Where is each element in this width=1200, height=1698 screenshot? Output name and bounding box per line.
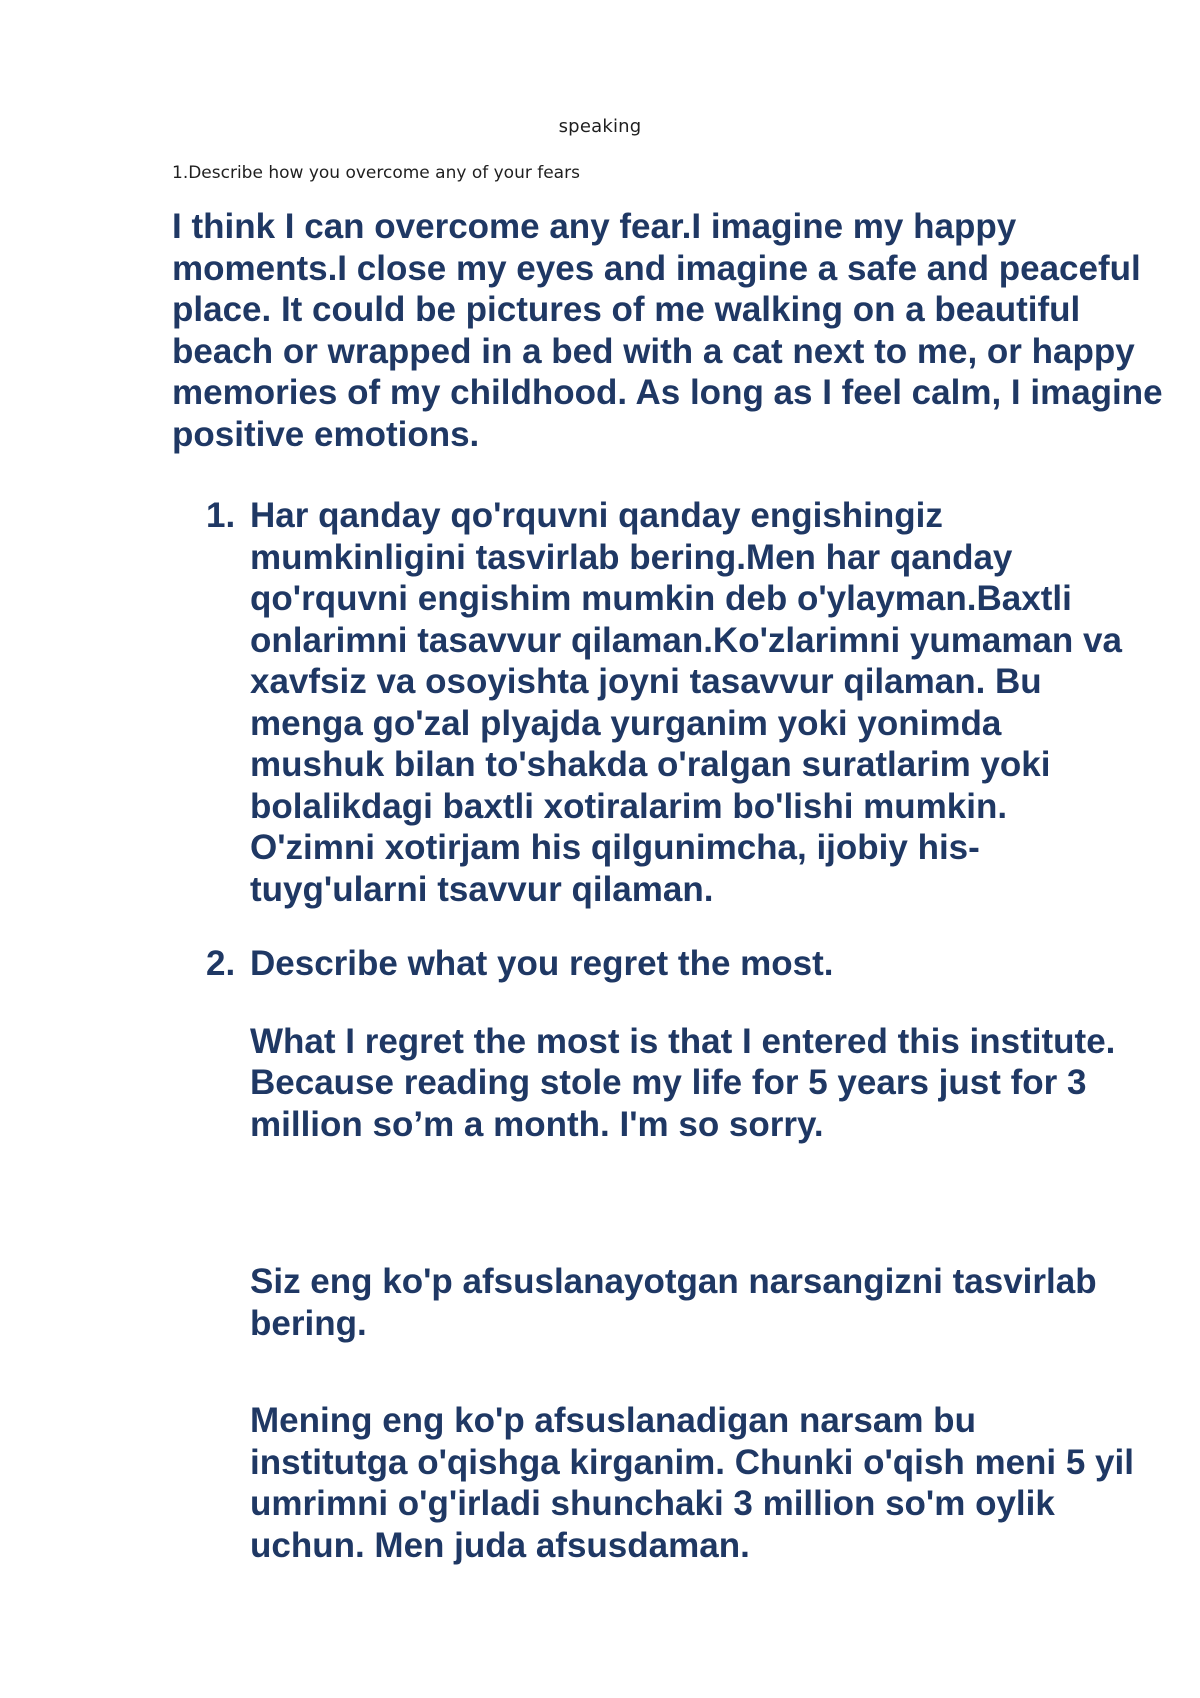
uz-answer-2: Mening eng ko'p afsuslanadigan narsam bu institutga o'qishga kirganim. Chunki o'qish meni 5 yil umrimni o'g'irladi shunchaki 3 million so'm oylik uchun. Men juda afsusdaman. <box>250 1401 1134 1565</box>
list-item-2-number: 2. <box>206 944 236 983</box>
page-header: speaking <box>558 116 642 137</box>
list-item-2-answer: What I regret the most is that I entered this institute. Because reading stole my life for 5 years just for 3 million so’m a month. I'm so sorry. <box>250 1021 1116 1144</box>
uz-question-2: Siz eng ko'p afsuslanayotgan narsangizni tasvirlab bering. <box>250 1262 1097 1343</box>
list-item-2-question: Describe what you regret the most. <box>250 944 834 983</box>
list-item-1-text: Har qanday qo'rquvni qanday engishingiz mumkinligini tasvirlab bering.Men har qanday qo'rquvni engishim mumkin deb o'ylayman.Baxtli onlarimni tasavvur qilaman.Ko'zlarimni yumaman va xavfsiz va osoyishta joyni tasavvur qilaman. Bu menga go'zal plyajda yurganim yoki yonimda mushuk bilan to'shakda o'ralgan suratlarim yoki bolalikdagi baxtli xotiralarim bo'lishi mumkin. O'zimni xotirjam his qilgunimcha, ijobiy his-tuyg'ularni tsavvur qilaman. <box>250 496 1122 909</box>
list-item-2 <box>206 943 1136 1145</box>
question-1: 1.Describe how you overcome any of your fears <box>172 163 580 183</box>
list-item-1-number: 1. <box>206 496 236 535</box>
list-item-1 <box>206 495 1136 910</box>
answer-1-paragraph: I think I can overcome any fear.I imagine my happy moments.I close my eyes and imagine a safe and peaceful place. It could be pictures of me walking on a beautiful beach or wrapped in a bed with a cat next to me, or happy memories of my childhood. As long as I feel calm, I imagine positive emotions. <box>172 207 1163 454</box>
